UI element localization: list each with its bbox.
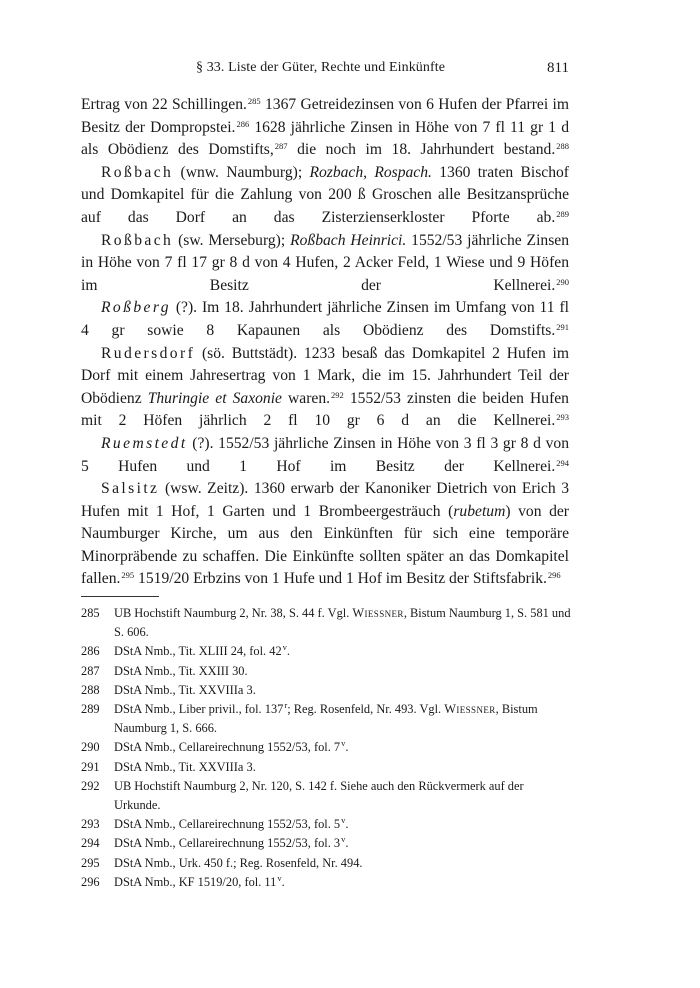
footnote-ref: 296 [547, 570, 561, 581]
footnote-ref: 289 [556, 208, 569, 219]
place-name: Roßbach [101, 163, 174, 181]
footnote: 294 DStA Nmb., Cellareirechnung 1552/53, fol. 3$^v$. [81, 834, 571, 853]
footnote-ref: 292 [331, 389, 344, 400]
footnote: 287 DStA Nmb., Tit. XXIII 30. [81, 662, 571, 681]
footnote-ref: 287 [274, 141, 288, 152]
entry-rossbach-naumburg: Roßbach (wnw. Naumburg); Rozbach, Rospach. 1360 traten Bischof und Domkapitel für die Zahlung von 200 ß Groschen alle Besitzansprüche auf das Dorf an das Zisterzienserkloster Pforte ab.$^{289}$ [81, 163, 569, 226]
footnote-ref: 291 [556, 321, 569, 332]
footnotes [81, 604, 571, 892]
footnote-number: 289 [81, 702, 100, 717]
footnote: 290 DStA Nmb., Cellareirechnung 1552/53, fol. 7$^v$. [81, 738, 571, 757]
footnote-number: 291 [81, 759, 100, 774]
footnote-number: 286 [81, 644, 100, 659]
footnote-number: 285 [81, 606, 100, 620]
author-name: Wiessner [352, 606, 404, 620]
entry-ruemstedt: Ruemstedt (?). 1552/53 jährliche Zinsen in Höhe von 3 fl 3 gr 8 d von 5 Hufen und 1 Hof im Besitz der Kellnerei.$^{294}$ [81, 434, 569, 475]
entry-rudersdorf: Rudersdorf (sö. Buttstädt). 1233 besaß das Domkapitel 2 Hufen im Dorf mit einem Jahresertrag von 1 Mark, die im 15. Jahrhundert Teil der Obödienz Thuringie et Saxonie waren.$^{292}$ 1552/53 zinsten die beiden Hufen mit 2 Höfen jährlich 2 fl 10 gr 6 d an die Kellnerei.$^{293}$ [81, 344, 569, 430]
footnote-number: 288 [81, 682, 100, 697]
place-name: Salsitz [101, 480, 160, 498]
footnote: 285 UB Hochstift Naumburg 2, Nr. 38, S. 44 f. Vgl. Wiessner, Bistum Naumburg 1, S. 581 und S. 606. [81, 606, 571, 640]
footnote-ref: 294 [556, 457, 569, 468]
place-name: Roßberg [101, 299, 171, 317]
paragraph-continuation: Ertrag von 22 Schillingen.$^{285}$ 1367 Getreidezinsen von 6 Hufen der Pfarrei im Besitz der Dompropstei.$^{286}$ 1628 jährliche Zinsen in Höhe von 7 fl 11 gr 1 d als Obödienz des Domstifts,$^{287}$ die noch im 18. Jahrhundert bestand.$^{288}$ [81, 96, 569, 159]
place-name: Roßbach [101, 231, 174, 249]
footnote: 296 DStA Nmb., KF 1519/20, fol. 11$^v$. [81, 873, 571, 892]
page-number: 811 [547, 60, 569, 76]
footnote: 293 DStA Nmb., Cellareirechnung 1552/53, fol. 5$^v$. [81, 815, 571, 834]
footnote: 295 DStA Nmb., Urk. 450 f.; Reg. Rosenfeld, Nr. 494. [81, 854, 571, 873]
name-variants: Roßbach Heinrici. [290, 231, 407, 249]
footnote-number: 290 [81, 740, 100, 755]
running-title: § 33. Liste der Güter, Rechte und Einkünfte [196, 60, 446, 75]
footnote: 292 UB Hochstift Naumburg 2, Nr. 120, S. 142 f. Siehe auch den Rückvermerk auf der Urkunde. [81, 778, 524, 813]
entry-salsitz: Salsitz (wsw. Zeitz). 1360 erwarb der Kanoniker Dietrich von Erich 3 Hufen mit 1 Hof, 1 Garten und 1 Brombeergesträuch (rubetum) von der Naumburger Kirche, um aus den Einkünften für sich eine temporäre Minorpräbende zu schaffen. Die Einkünfte sollten später an das Domkapitel fallen.$^{295}$ 1519/20 Erbzins von 1 Hufe und 1 Hof im Besitz der Stiftsfabrik.$^{296}$ [81, 480, 569, 588]
footnote-ref: 285 [247, 96, 261, 106]
footnote-number: 287 [81, 663, 100, 678]
footnote-number: 292 [81, 778, 100, 793]
footnote-number: 293 [81, 817, 100, 832]
footnote-ref: 288 [556, 141, 569, 152]
author-name: Wiessner [444, 702, 496, 717]
footnote: 288 DStA Nmb., Tit. XXVIIIa 3. [81, 681, 571, 700]
footnote-ref: 290 [556, 276, 569, 287]
entry-rossbach-merseburg: Roßbach (sw. Merseburg); Roßbach Heinrici. 1552/53 jährliche Zinsen in Höhe von 7 fl 17 gr 8 d von 4 Hufen, 2 Acker Feld, 1 Wiese und 9 Höfen im Besitz der Kellnerei.$^{290}$ [81, 231, 569, 294]
place-name: Rudersdorf [101, 344, 196, 362]
footnote-number: 295 [81, 855, 100, 870]
footnote: 289 DStA Nmb., Liber privil., fol. 137$^r$; Reg. Rosenfeld, Nr. 493. Vgl. Wiessner, Bistum Naumburg 1, S. 666. [81, 700, 538, 736]
name-variants: Rozbach, Rospach. [309, 163, 432, 181]
footnote-number: 294 [81, 836, 100, 851]
entry-rossberg: Roßberg (?). Im 18. Jahrhundert jährliche Zinsen im Umfang von 11 fl 4 gr sowie 8 Kapaunen als Obödienz des Domstifts.$^{291}$ [81, 299, 569, 339]
main-text [81, 94, 569, 591]
footnote-ref: 286 [236, 118, 250, 129]
footnote: 286 DStA Nmb., Tit. XLIII 24, fol. 42$^v$. [81, 642, 571, 661]
footnote-divider [81, 596, 159, 597]
footnote-number: 296 [81, 874, 100, 889]
latin-term: rubetum [453, 502, 506, 520]
footnote: 291 DStA Nmb., Tit. XXVIIIa 3. [81, 758, 571, 777]
place-name: Ruemstedt [101, 434, 188, 452]
footnote-ref: 293 [556, 412, 569, 423]
latin-term: Thuringie et Saxonie [147, 389, 282, 407]
footnote-ref: 295 [121, 570, 135, 581]
running-header [81, 60, 569, 82]
